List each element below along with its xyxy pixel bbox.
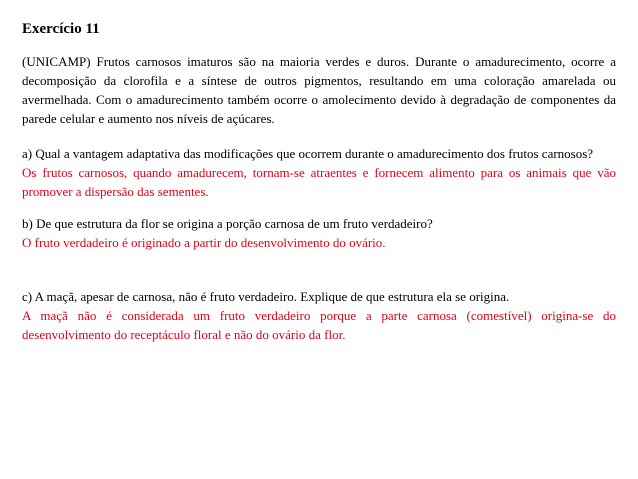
answer-b: O fruto verdadeiro é originado a partir do desenvolvimento do ovário. (22, 235, 386, 250)
spacer (22, 201, 616, 214)
document-page (22, 20, 616, 344)
question-block-a (22, 144, 616, 201)
answer-a: Os frutos carnosos, quando amadurecem, tornam-se atraentes e fornecem alimento para os animais que vão promover a dispersão das sementes. (22, 165, 616, 199)
question-b: b) De que estrutura da flor se origina a porção carnosa de um fruto verdadeiro? (22, 216, 433, 231)
exercise-title: Exercício 11 (22, 21, 100, 37)
question-block-b (22, 214, 616, 252)
question-c: c) A maçã, apesar de carnosa, não é fruto verdadeiro. Explique de que estrutura ela se origina. (22, 289, 510, 304)
answer-c: A maçã não é considerada um fruto verdadeiro porque a parte carnosa (comestível) origina-se do desenvolvimento do receptáculo floral e não do ovário da flor. (22, 308, 616, 342)
exercise-intro: (UNICAMP) Frutos carnosos imaturos são na maioria verdes e duros. Durante o amadurecimento, ocorre a decomposição da clorofila e a síntese de outros pigmentos, resultando em uma coloração amarelada ou avermelhada. Com o amadurecimento também ocorre o amolecimento devido à degradação de componentes da parede celular e aumento nos níveis de açúcares. (22, 54, 616, 126)
question-block-c (22, 287, 616, 344)
question-a: a) Qual a vantagem adaptativa das modificações que ocorrem durante o amadurecimento dos frutos carnosos? (22, 146, 594, 161)
spacer (22, 252, 616, 287)
